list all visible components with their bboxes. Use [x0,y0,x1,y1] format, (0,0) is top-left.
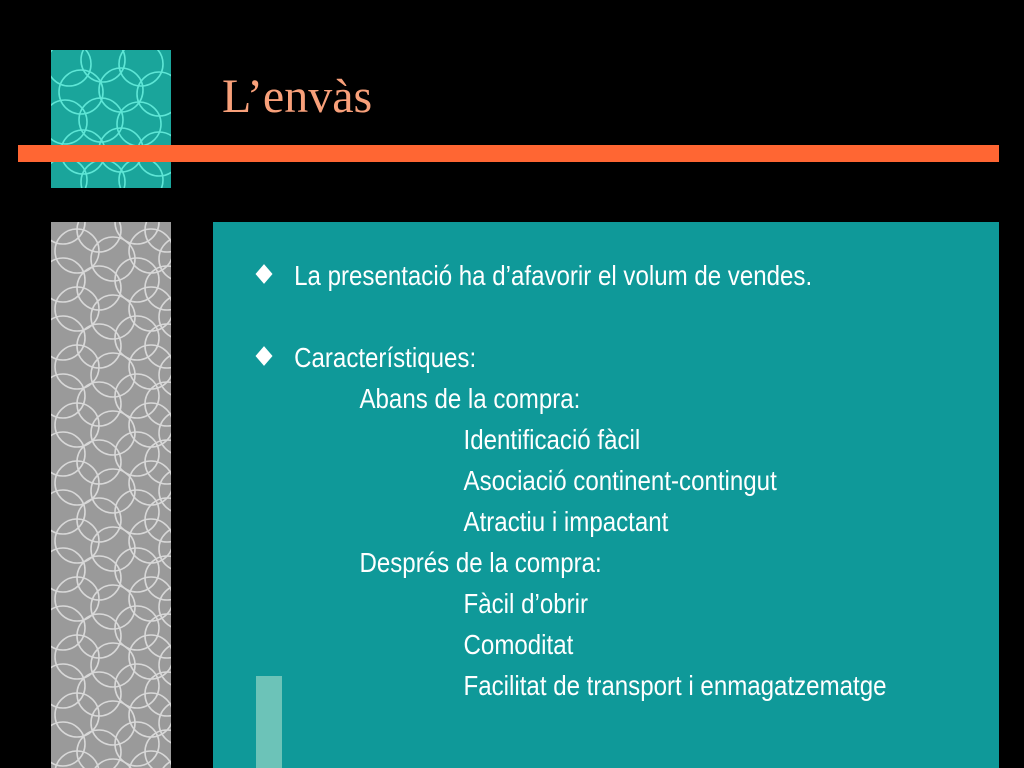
pattern-circle [51,258,85,302]
pattern-circle [159,701,171,745]
pattern-circle [51,606,85,650]
circle-pattern-grey [51,222,171,768]
sub-item: Fàcil d’obrir [463,588,588,619]
sub-item: Comoditat [463,629,574,660]
slide-title: L’envàs [222,70,373,123]
bullet-item [258,337,886,378]
pattern-circle [159,643,171,687]
pattern-circle [77,730,121,768]
pattern-circle [159,295,171,339]
diamond-bullet-icon [256,346,273,366]
bullet-item [258,255,886,296]
sub-heading-before: Abans de la compra: [359,383,581,414]
pattern-circle [159,353,171,397]
pattern-circle [159,527,171,571]
sub-item: Atractiu i impactant [463,506,669,537]
decorative-teal-tile [51,50,171,188]
pattern-circle [51,490,85,534]
pattern-circle [51,374,85,418]
sub-item: Identificació fàcil [463,424,641,455]
sub-heading-after: Després de la compra: [359,547,602,578]
pattern-circle [51,548,85,592]
pattern-circle [51,316,85,360]
bullet-text: La presentació ha d’afavorir el volum de vendes. [294,260,813,291]
spacer [258,296,886,337]
sub-item: Asociació continent-contingut [463,465,777,496]
pattern-circle [159,237,171,281]
pattern-circle [159,411,171,455]
sub-item: Facilitat de transport i enmagatzematge [463,670,887,701]
pattern-circle [159,469,171,513]
bullet-text: Característiques: [294,342,477,373]
bullet-list [258,255,988,706]
diamond-bullet-icon [256,264,273,284]
pattern-circle [51,722,85,766]
pattern-circle [51,432,85,476]
pattern-circle [51,664,85,708]
pattern-circle [159,585,171,629]
circle-pattern-teal [51,50,171,188]
title-underline-bar [18,145,999,162]
decorative-grey-tile [51,222,171,768]
